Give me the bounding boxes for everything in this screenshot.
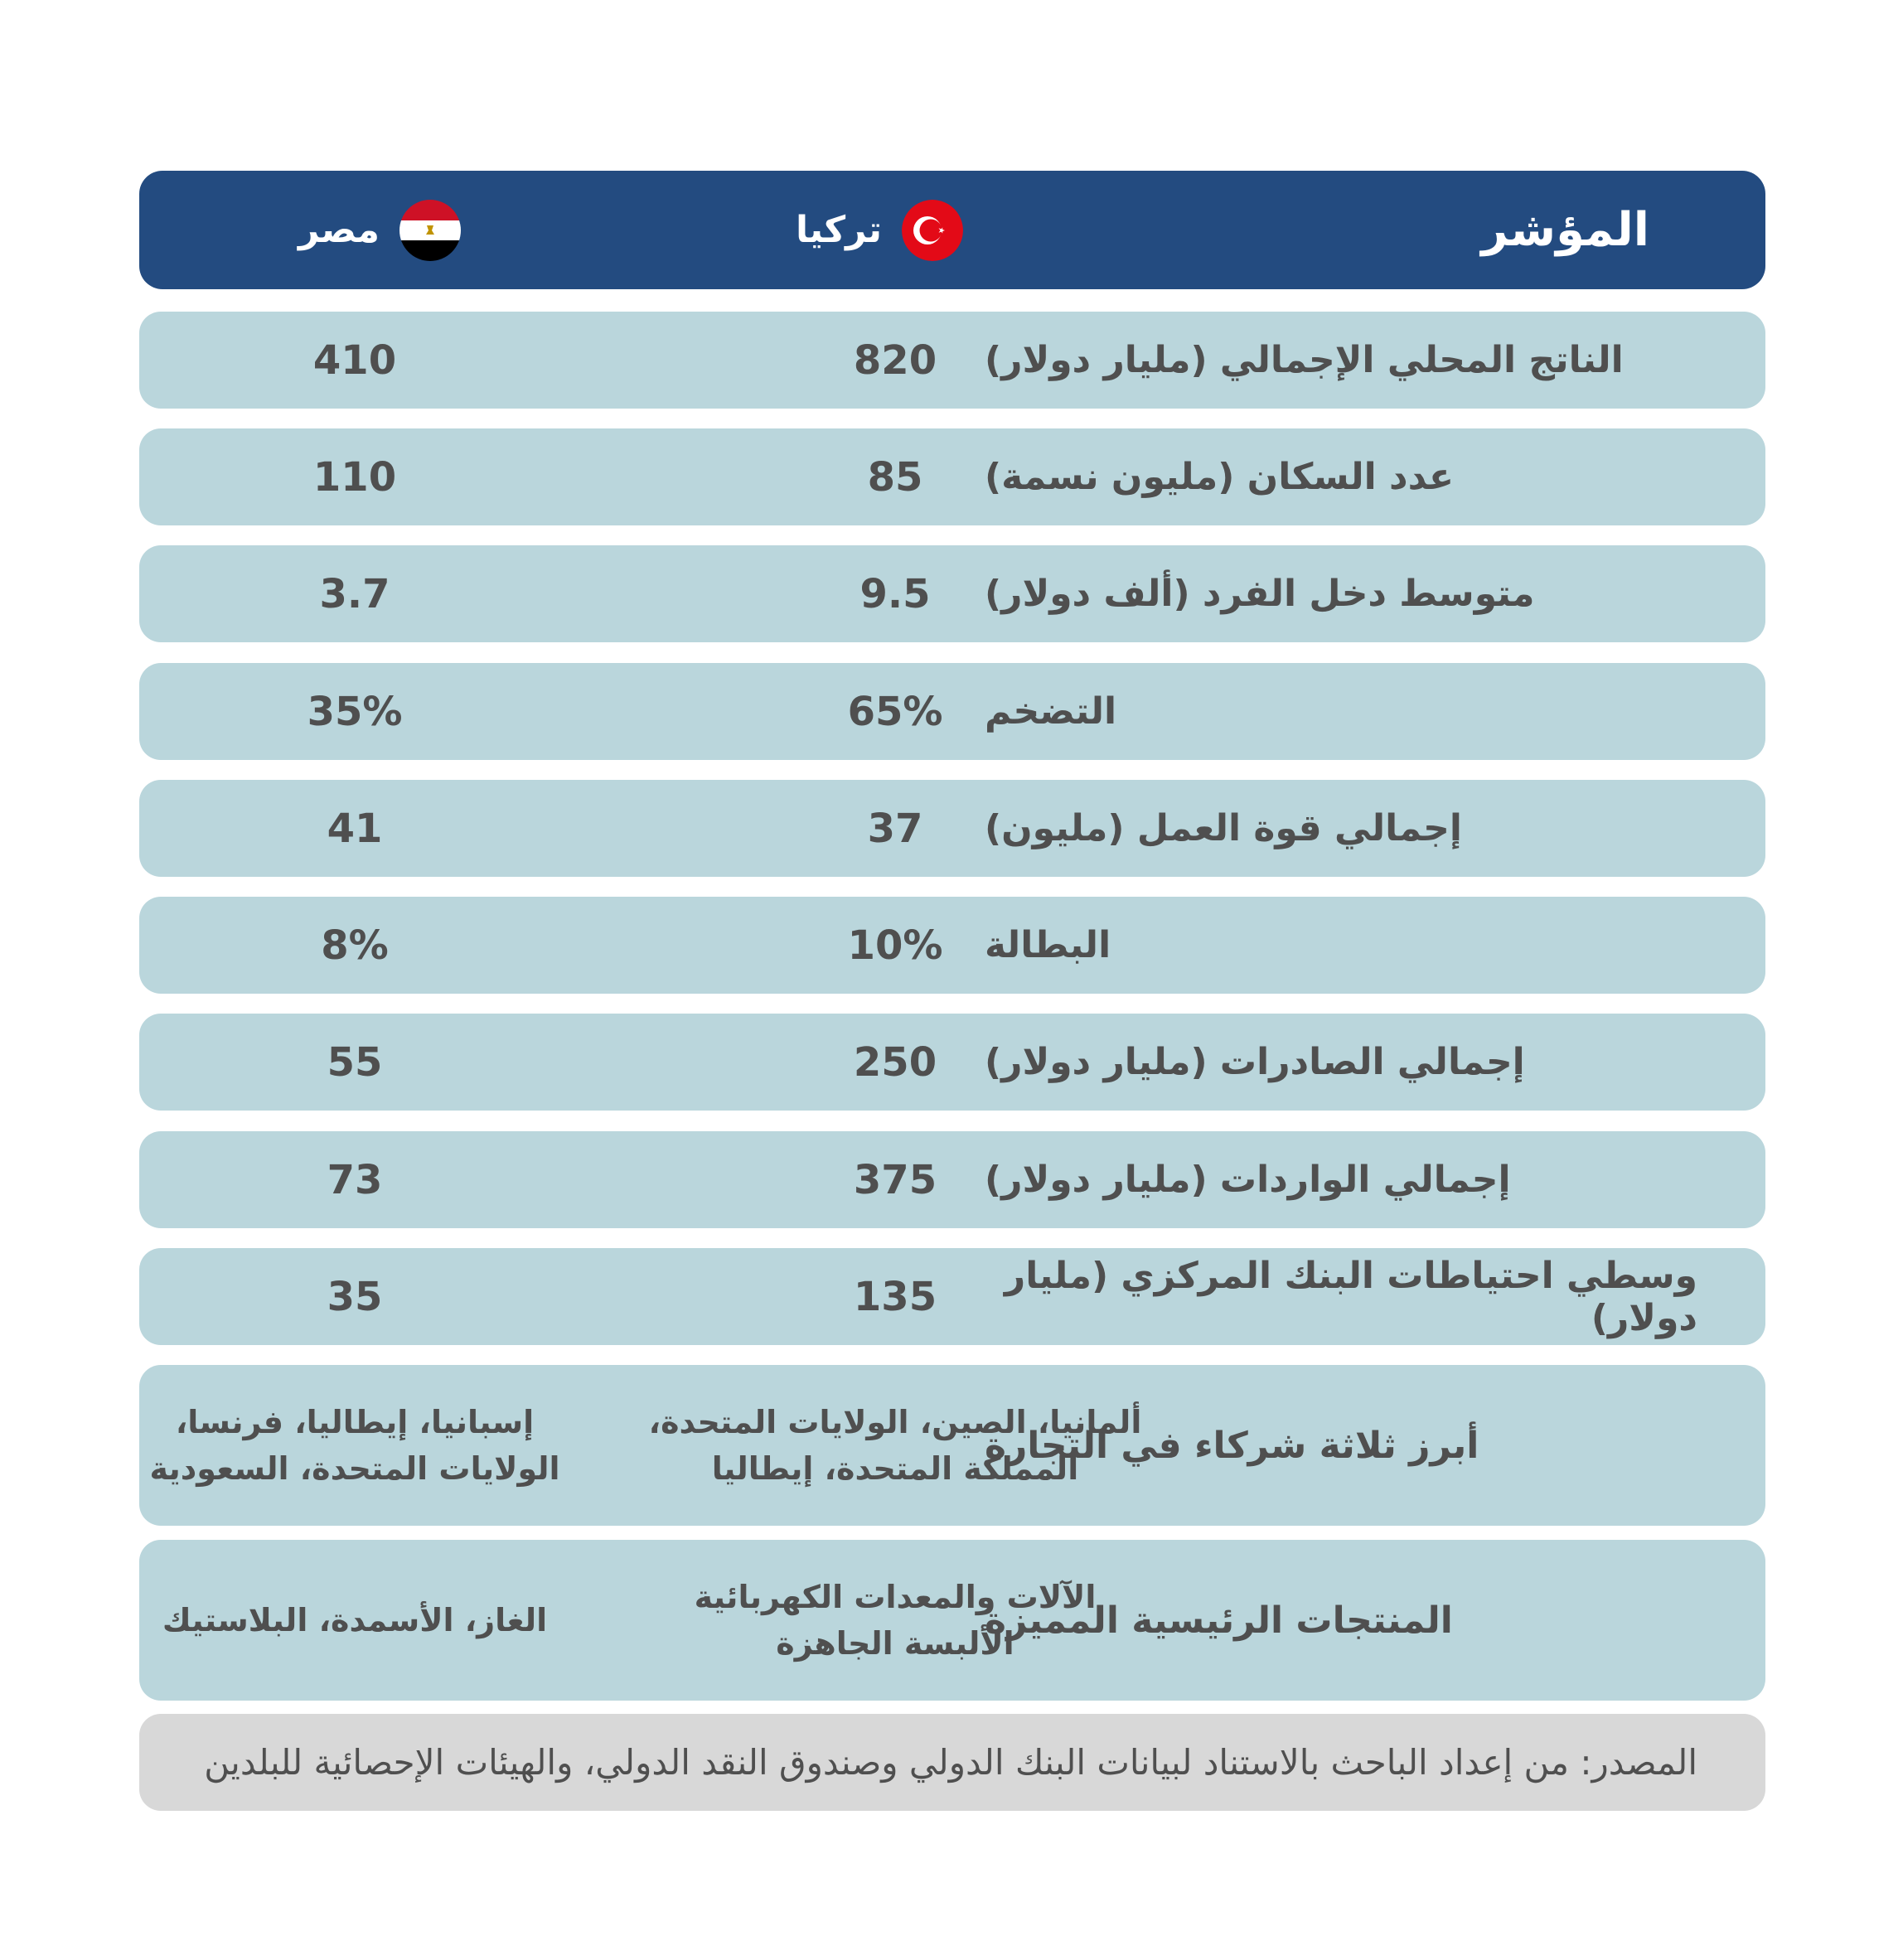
indicator-cell: الناتج المحلي الإجمالي (مليار دولار) (985, 339, 1624, 381)
indicator-cell: إجمالي الصادرات (مليار دولار) (985, 1041, 1525, 1083)
egypt-partners-line2: الولايات المتحدة، السعودية (149, 1450, 560, 1487)
turkey-value: 9.5 (859, 570, 931, 617)
egypt-value: 410 (312, 336, 397, 384)
header-egypt-label: مصر (298, 209, 380, 251)
table-row (139, 780, 1765, 877)
turkey-value: 10% (847, 922, 943, 969)
turkey-value (634, 1540, 1156, 1701)
turkey-value: 65% (847, 688, 943, 735)
table-row (139, 1014, 1765, 1111)
turkey-value: 85 (867, 453, 923, 501)
turkey-partners (649, 1399, 1142, 1492)
egypt-value: 35% (307, 688, 403, 735)
indicator-cell: إجمالي قوة العمل (مليون) (985, 807, 1462, 849)
egypt-partners-line1: إسبانيا، إيطاليا، فرنسا، (175, 1404, 535, 1440)
indicator-cell: المنتجات الرئيسية المميزة (985, 1599, 1453, 1642)
turkey-partners-line1: ألمانيا، الصين، الولايات المتحدة، (648, 1404, 1142, 1440)
egypt-value: 35 (327, 1273, 383, 1320)
turkey-value: 135 (853, 1273, 937, 1320)
turkey-products-line2: الألبسة الجاهزة (776, 1625, 1014, 1662)
turkey-value: 375 (853, 1156, 937, 1203)
turkey-flag-icon (902, 200, 963, 261)
egypt-value: 3.7 (319, 570, 390, 617)
egypt-value (139, 1365, 570, 1526)
indicator-cell: إجمالي الواردات (مليار دولار) (985, 1159, 1511, 1201)
egypt-value: 73 (327, 1156, 383, 1203)
indicator-cell: التضخم (985, 690, 1117, 733)
header-turkey-label: تركيا (796, 209, 882, 251)
indicator-cell: متوسط دخل الفرد (ألف دولار) (985, 573, 1535, 615)
egypt-value: الغاز، الأسمدة، البلاستيك (162, 1602, 548, 1638)
egypt-value: 41 (327, 805, 383, 852)
egypt-value: 8% (321, 922, 389, 969)
header-egypt (298, 171, 461, 289)
table-row (139, 1248, 1765, 1345)
indicator-cell: البطالة (985, 924, 1111, 966)
egypt-value: 110 (312, 453, 397, 501)
table-row (139, 312, 1765, 409)
turkey-partners-line2: المملكة المتحدة، إيطاليا (711, 1450, 1079, 1487)
turkey-value: 250 (853, 1038, 937, 1086)
turkey-value: 37 (867, 805, 923, 852)
turkey-value (634, 1365, 1156, 1526)
indicator-cell: وسطي احتياطات البنك المركزي (مليار دولار) (1004, 1254, 1697, 1339)
source-note (139, 1714, 1765, 1811)
turkey-products (695, 1574, 1097, 1667)
indicator-cell: أبرز ثلاثة شركاء في التجارة (985, 1424, 1479, 1467)
table-row-products (139, 1540, 1765, 1701)
egypt-flag-icon (399, 200, 461, 261)
egypt-partners (149, 1399, 559, 1492)
table-row (139, 545, 1765, 642)
table-row (139, 897, 1765, 994)
table-row (139, 1131, 1765, 1228)
table-row (139, 428, 1765, 525)
egypt-value: 55 (327, 1038, 383, 1086)
header-turkey (796, 171, 963, 289)
table-row-partners (139, 1365, 1765, 1526)
source-text: المصدر: من إعداد الباحث بالاستناد لبيانات البنك الدولي وصندوق النقد الدولي، والهيئات الإحصائية للبلدين (204, 1742, 1697, 1783)
turkey-value: 820 (853, 336, 937, 384)
turkey-products-line1: الآلات والمعدات الكهربائية (694, 1579, 1097, 1615)
table-row (139, 663, 1765, 760)
table-header (139, 171, 1765, 289)
indicator-cell: عدد السكان (مليون نسمة) (985, 456, 1455, 498)
header-indicator-label: المؤشر (1481, 203, 1649, 257)
